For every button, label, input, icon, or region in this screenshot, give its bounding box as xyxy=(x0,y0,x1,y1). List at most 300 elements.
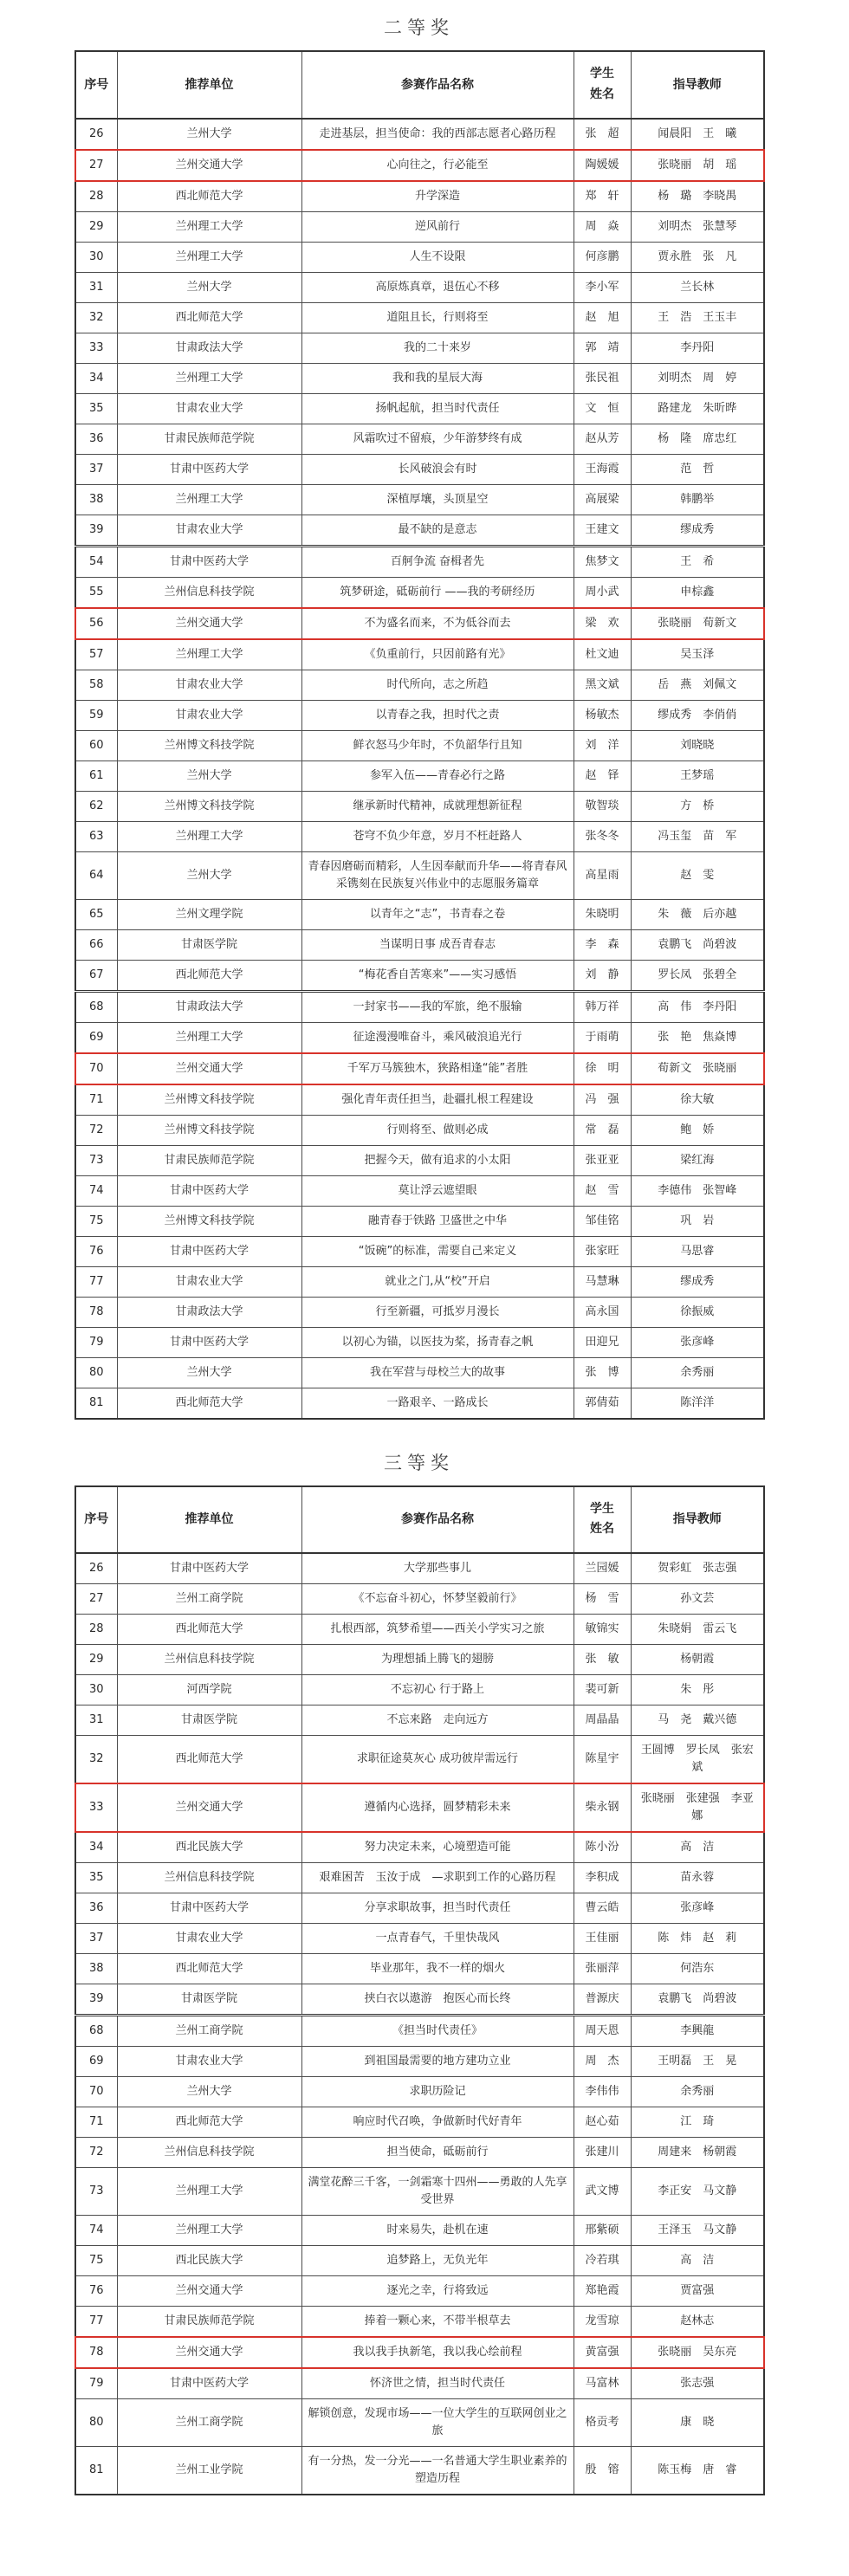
cell-teacher: 马 尧 戴兴德 xyxy=(631,1705,764,1736)
cell-student: 邢紫硕 xyxy=(574,2216,631,2246)
cell-unit: 兰州理工大学 xyxy=(117,211,301,242)
cell-unit: 兰州文理学院 xyxy=(117,899,301,929)
table-row xyxy=(75,2246,764,2276)
cell-student: 李伟伟 xyxy=(574,2077,631,2107)
table-row xyxy=(75,333,764,363)
cell-unit: 甘肃政法大学 xyxy=(117,333,301,363)
table-row xyxy=(75,454,764,484)
cell-teacher: 王梦瑶 xyxy=(631,761,764,791)
cell-unit: 兰州理工大学 xyxy=(117,242,301,272)
cell-unit: 甘肃中医药大学 xyxy=(117,1175,301,1206)
cell-student: 赵 雪 xyxy=(574,1175,631,1206)
cell-student: 曹云皓 xyxy=(574,1893,631,1924)
cell-no: 30 xyxy=(75,1675,117,1705)
cell-work: 把握今天，做有追求的小太阳 xyxy=(301,1145,574,1175)
cell-no: 72 xyxy=(75,2138,117,2168)
cell-work: 解锁创意，发现市场——一位大学生的互联网创业之旅 xyxy=(301,2399,574,2447)
table-row xyxy=(75,960,764,991)
cell-no: 68 xyxy=(75,2016,117,2047)
cell-student: 周 杰 xyxy=(574,2047,631,2077)
cell-student: 周小武 xyxy=(574,577,631,608)
cell-unit: 西北师范大学 xyxy=(117,181,301,212)
cell-no: 58 xyxy=(75,670,117,700)
cell-no: 73 xyxy=(75,2168,117,2216)
cell-unit: 甘肃中医药大学 xyxy=(117,546,301,577)
cell-student: 马富林 xyxy=(574,2368,631,2399)
cell-unit: 西北民族大学 xyxy=(117,1832,301,1863)
cell-work: 扬帆起航，担当时代责任 xyxy=(301,393,574,424)
cell-work: 响应时代召唤，争做新时代好青年 xyxy=(301,2107,574,2138)
cell-student: 殷 镕 xyxy=(574,2447,631,2495)
table-row xyxy=(75,821,764,851)
cell-work: 强化青年责任担当，赴疆扎根工程建设 xyxy=(301,1084,574,1116)
cell-student: 兰园媛 xyxy=(574,1553,631,1584)
cell-unit: 甘肃农业大学 xyxy=(117,1924,301,1954)
cell-unit: 甘肃中医药大学 xyxy=(117,1236,301,1266)
cell-unit: 甘肃农业大学 xyxy=(117,700,301,730)
cell-work: 千军万马簇独木，狭路相逢“能”者胜 xyxy=(301,1053,574,1084)
cell-student: 马慧琳 xyxy=(574,1266,631,1297)
table-row xyxy=(75,2107,764,2138)
cell-unit: 西北师范大学 xyxy=(117,960,301,991)
cell-unit: 西北师范大学 xyxy=(117,302,301,333)
cell-student: 高永国 xyxy=(574,1297,631,1327)
cell-work: 鲜衣怒马少年时，不负韶华行且知 xyxy=(301,730,574,761)
table-row xyxy=(75,730,764,761)
cell-student: 韩万祥 xyxy=(574,991,631,1022)
cell-student: 张家旺 xyxy=(574,1236,631,1266)
cell-work: 《不忘奋斗初心，怀梦坚毅前行》 xyxy=(301,1584,574,1615)
table-row xyxy=(75,302,764,333)
cell-teacher: 何浩东 xyxy=(631,1954,764,1984)
cell-student: 梁 欢 xyxy=(574,608,631,639)
cell-unit: 兰州博文科技学院 xyxy=(117,1084,301,1116)
cell-student: 陈小汾 xyxy=(574,1832,631,1863)
cell-work: 高原炼真章，退伍心不移 xyxy=(301,272,574,302)
cell-unit: 甘肃中医药大学 xyxy=(117,1327,301,1357)
cell-teacher: 张晓丽 荀新文 xyxy=(631,608,764,639)
cell-teacher: 赵 雯 xyxy=(631,851,764,899)
cell-unit: 兰州交通大学 xyxy=(117,150,301,181)
cell-no: 68 xyxy=(75,991,117,1022)
table-row xyxy=(75,242,764,272)
cell-no: 71 xyxy=(75,1084,117,1116)
cell-unit: 兰州交通大学 xyxy=(117,2337,301,2368)
cell-no: 30 xyxy=(75,242,117,272)
cell-student: 敏锦实 xyxy=(574,1615,631,1645)
cell-teacher: 缪成秀 xyxy=(631,1266,764,1297)
cell-unit: 兰州工商学院 xyxy=(117,1584,301,1615)
col-header-no: 序号 xyxy=(75,51,117,119)
cell-work: 征途漫漫唯奋斗，乘风破浪追光行 xyxy=(301,1022,574,1053)
cell-no: 65 xyxy=(75,899,117,929)
table-row xyxy=(75,700,764,730)
cell-student: 周天恩 xyxy=(574,2016,631,2047)
cell-teacher: 杨 璐 李晓禺 xyxy=(631,181,764,212)
cell-teacher: 张彦峰 xyxy=(631,1327,764,1357)
header-row xyxy=(75,1486,764,1554)
cell-no: 34 xyxy=(75,1832,117,1863)
cell-teacher: 闻晨阳 王 曦 xyxy=(631,119,764,150)
cell-student: 张亚亚 xyxy=(574,1145,631,1175)
cell-unit: 兰州博文科技学院 xyxy=(117,1115,301,1145)
cell-teacher: 荀新文 张晓丽 xyxy=(631,1053,764,1084)
cell-work: 不忘初心 行于路上 xyxy=(301,1675,574,1705)
cell-work: 遵循内心选择，圆梦精彩未来 xyxy=(301,1783,574,1832)
cell-work: 分享求职故事，担当时代责任 xyxy=(301,1893,574,1924)
header-row xyxy=(75,51,764,119)
cell-work: 风霜吹过不留痕，少年游梦终有成 xyxy=(301,424,574,454)
cell-teacher: 杨朝霞 xyxy=(631,1645,764,1675)
col-header-unit: 推荐单位 xyxy=(117,51,301,119)
table-row xyxy=(75,119,764,150)
cell-work: 以青春之我，担时代之责 xyxy=(301,700,574,730)
cell-work: 就业之门,从“校”开启 xyxy=(301,1266,574,1297)
cell-student: 王佳丽 xyxy=(574,1924,631,1954)
cell-work: 我的二十来岁 xyxy=(301,333,574,363)
cell-teacher: 朱 彤 xyxy=(631,1675,764,1705)
award-table xyxy=(75,1485,765,2496)
cell-unit: 兰州博文科技学院 xyxy=(117,730,301,761)
cell-no: 32 xyxy=(75,302,117,333)
table-row xyxy=(75,1984,764,2016)
table-row-highlighted xyxy=(75,608,764,639)
cell-unit: 甘肃医学院 xyxy=(117,929,301,960)
cell-teacher: 张晓丽 胡 瑶 xyxy=(631,150,764,181)
cell-teacher: 杨 隆 席忠红 xyxy=(631,424,764,454)
table-row xyxy=(75,1115,764,1145)
cell-no: 66 xyxy=(75,929,117,960)
table-row xyxy=(75,1832,764,1863)
cell-student: 张冬冬 xyxy=(574,821,631,851)
cell-no: 31 xyxy=(75,1705,117,1736)
table-row xyxy=(75,851,764,899)
cell-teacher: 苗永蓉 xyxy=(631,1863,764,1893)
cell-no: 81 xyxy=(75,2447,117,2495)
cell-teacher: 刘晓晓 xyxy=(631,730,764,761)
table-row xyxy=(75,2047,764,2077)
cell-teacher: 缪成秀 李俏俏 xyxy=(631,700,764,730)
cell-teacher: 刘明杰 周 婷 xyxy=(631,363,764,393)
award-section xyxy=(75,14,763,1420)
cell-teacher: 路建龙 朱昕晔 xyxy=(631,393,764,424)
cell-work: 最不缺的是意志 xyxy=(301,515,574,546)
cell-student: 张建川 xyxy=(574,2138,631,2168)
section-title: 三等奖 xyxy=(384,1452,454,1473)
cell-unit: 兰州工商学院 xyxy=(117,2399,301,2447)
cell-no: 76 xyxy=(75,2276,117,2307)
cell-unit: 兰州信息科技学院 xyxy=(117,577,301,608)
cell-unit: 西北师范大学 xyxy=(117,1388,301,1419)
cell-student: 郭 靖 xyxy=(574,333,631,363)
cell-student: 黑文斌 xyxy=(574,670,631,700)
cell-unit: 兰州工业学院 xyxy=(117,2447,301,2495)
cell-work: 逐光之幸，行将致远 xyxy=(301,2276,574,2307)
cell-unit: 甘肃农业大学 xyxy=(117,2047,301,2077)
cell-no: 28 xyxy=(75,1615,117,1645)
cell-unit: 兰州交通大学 xyxy=(117,1783,301,1832)
cell-teacher: 刘明杰 张慧琴 xyxy=(631,211,764,242)
cell-work: 我以我手执新笔，我以我心绘前程 xyxy=(301,2337,574,2368)
cell-work: 行至新疆，可抵岁月漫长 xyxy=(301,1297,574,1327)
cell-work: 不忘来路 走向远方 xyxy=(301,1705,574,1736)
cell-work: “梅花香自苦寒来”——实习感悟 xyxy=(301,960,574,991)
cell-unit: 甘肃农业大学 xyxy=(117,393,301,424)
cell-student: 柴永钢 xyxy=(574,1783,631,1832)
cell-unit: 西北师范大学 xyxy=(117,1736,301,1784)
cell-student: 杜文迪 xyxy=(574,639,631,670)
cell-work: 求职征途莫灰心 成功彼岸需远行 xyxy=(301,1736,574,1784)
table-row xyxy=(75,1954,764,1984)
cell-unit: 兰州大学 xyxy=(117,2077,301,2107)
cell-teacher: 张晓丽 张建强 李亚娜 xyxy=(631,1783,764,1832)
cell-unit: 西北民族大学 xyxy=(117,2246,301,2276)
cell-teacher: 梁红海 xyxy=(631,1145,764,1175)
cell-no: 27 xyxy=(75,150,117,181)
cell-work: 青春因磨砺而精彩，人生因奉献而升华——将青春风采镌刻在民族复兴伟业中的志愿服务篇章 xyxy=(301,851,574,899)
cell-teacher: 兰长林 xyxy=(631,272,764,302)
table-row xyxy=(75,1297,764,1327)
cell-teacher: 李德伟 张智峰 xyxy=(631,1175,764,1206)
cell-work: 苍穹不负少年意，岁月不枉赶路人 xyxy=(301,821,574,851)
cell-no: 63 xyxy=(75,821,117,851)
cell-no: 79 xyxy=(75,2368,117,2399)
cell-student: 周 焱 xyxy=(574,211,631,242)
cell-unit: 兰州理工大学 xyxy=(117,2216,301,2246)
cell-no: 37 xyxy=(75,454,117,484)
cell-work: 继承新时代精神，成就理想新征程 xyxy=(301,791,574,821)
table-row xyxy=(75,991,764,1022)
cell-student: 张 博 xyxy=(574,1357,631,1388)
cell-work: 行则将至、做则必成 xyxy=(301,1115,574,1145)
cell-unit: 甘肃中医药大学 xyxy=(117,454,301,484)
cell-teacher: 贾永胜 张 凡 xyxy=(631,242,764,272)
table-row xyxy=(75,211,764,242)
cell-no: 39 xyxy=(75,515,117,546)
table-row xyxy=(75,1266,764,1297)
cell-no: 80 xyxy=(75,2399,117,2447)
cell-work: 长风破浪会有时 xyxy=(301,454,574,484)
table-row xyxy=(75,1893,764,1924)
cell-student: 郑 轩 xyxy=(574,181,631,212)
cell-unit: 兰州工商学院 xyxy=(117,2016,301,2047)
cell-no: 33 xyxy=(75,1783,117,1832)
table-row xyxy=(75,2399,764,2447)
cell-unit: 甘肃政法大学 xyxy=(117,991,301,1022)
cell-no: 57 xyxy=(75,639,117,670)
cell-work: “饭碗”的标准，需要自己来定义 xyxy=(301,1236,574,1266)
cell-unit: 甘肃政法大学 xyxy=(117,1297,301,1327)
table-row xyxy=(75,181,764,212)
cell-no: 36 xyxy=(75,1893,117,1924)
cell-student: 武文博 xyxy=(574,2168,631,2216)
cell-student: 郑艳霞 xyxy=(574,2276,631,2307)
cell-work: 不为盛名而来，不为低谷而去 xyxy=(301,608,574,639)
table-row xyxy=(75,1327,764,1357)
table-row xyxy=(75,2138,764,2168)
table-row xyxy=(75,2368,764,2399)
cell-unit: 兰州交通大学 xyxy=(117,1053,301,1084)
cell-no: 76 xyxy=(75,1236,117,1266)
table-row xyxy=(75,1206,764,1236)
table-row xyxy=(75,1236,764,1266)
cell-no: 74 xyxy=(75,2216,117,2246)
cell-teacher: 韩鹏举 xyxy=(631,484,764,515)
cell-teacher: 巩 岩 xyxy=(631,1206,764,1236)
cell-work: 担当使命，砥砺前行 xyxy=(301,2138,574,2168)
cell-teacher: 岳 燕 刘佩文 xyxy=(631,670,764,700)
cell-student: 刘 静 xyxy=(574,960,631,991)
cell-teacher: 陈玉梅 唐 睿 xyxy=(631,2447,764,2495)
cell-student: 张 敏 xyxy=(574,1645,631,1675)
cell-student: 陶媛媛 xyxy=(574,150,631,181)
cell-teacher: 赵林志 xyxy=(631,2307,764,2338)
cell-student: 郭倩茹 xyxy=(574,1388,631,1419)
cell-teacher: 王 希 xyxy=(631,546,764,577)
cell-work: 有一分热，发一分光——一名普通大学生职业素养的塑造历程 xyxy=(301,2447,574,2495)
cell-work: 怀济世之情，担当时代责任 xyxy=(301,2368,574,2399)
section-title: 二等奖 xyxy=(384,17,454,38)
cell-student: 高星雨 xyxy=(574,851,631,899)
cell-work: 一路艰辛、一路成长 xyxy=(301,1388,574,1419)
cell-unit: 兰州大学 xyxy=(117,851,301,899)
cell-no: 70 xyxy=(75,1053,117,1084)
cell-teacher: 余秀丽 xyxy=(631,2077,764,2107)
cell-teacher: 袁鹏飞 尚碧波 xyxy=(631,929,764,960)
cell-student: 焦梦文 xyxy=(574,546,631,577)
cell-teacher: 康 晓 xyxy=(631,2399,764,2447)
table-body xyxy=(75,119,764,1419)
table-row xyxy=(75,1388,764,1419)
cell-work: 艰难困苦 玉汝于成 —求职到工作的心路历程 xyxy=(301,1863,574,1893)
cell-unit: 兰州理工大学 xyxy=(117,639,301,670)
col-header-student: 学生姓名 xyxy=(589,67,614,101)
cell-work: 以青年之“志”，书青春之卷 xyxy=(301,899,574,929)
cell-student: 格贡考 xyxy=(574,2399,631,2447)
cell-student: 邹佳铭 xyxy=(574,1206,631,1236)
cell-work: 扎根西部，筑梦希望——西关小学实习之旅 xyxy=(301,1615,574,1645)
cell-no: 32 xyxy=(75,1736,117,1784)
cell-unit: 甘肃民族师范学院 xyxy=(117,1145,301,1175)
cell-work: 努力决定未来，心境塑造可能 xyxy=(301,1832,574,1863)
cell-unit: 兰州交通大学 xyxy=(117,2276,301,2307)
cell-unit: 甘肃中医药大学 xyxy=(117,2368,301,2399)
cell-student: 冯 强 xyxy=(574,1084,631,1116)
cell-student: 张丽萍 xyxy=(574,1954,631,1984)
cell-student: 杨 雪 xyxy=(574,1584,631,1615)
cell-no: 35 xyxy=(75,1863,117,1893)
cell-teacher: 张志强 xyxy=(631,2368,764,2399)
cell-work: 为理想插上腾飞的翅膀 xyxy=(301,1645,574,1675)
cell-no: 59 xyxy=(75,700,117,730)
cell-teacher: 马思睿 xyxy=(631,1236,764,1266)
col-header-teacher: 指导教师 xyxy=(631,51,764,119)
cell-no: 75 xyxy=(75,2246,117,2276)
cell-student: 于雨萌 xyxy=(574,1022,631,1053)
cell-no: 34 xyxy=(75,363,117,393)
col-header-work: 参赛作品名称 xyxy=(301,51,574,119)
cell-teacher: 朱 薇 后亦越 xyxy=(631,899,764,929)
cell-student: 敬智琰 xyxy=(574,791,631,821)
col-header-no: 序号 xyxy=(75,1486,117,1554)
table-row xyxy=(75,515,764,546)
cell-unit: 兰州大学 xyxy=(117,761,301,791)
cell-teacher: 高 伟 李丹阳 xyxy=(631,991,764,1022)
cell-no: 60 xyxy=(75,730,117,761)
cell-no: 64 xyxy=(75,851,117,899)
cell-no: 26 xyxy=(75,1553,117,1584)
cell-teacher: 徐振威 xyxy=(631,1297,764,1327)
cell-unit: 甘肃农业大学 xyxy=(117,670,301,700)
cell-unit: 西北师范大学 xyxy=(117,1954,301,1984)
cell-student: 张民祖 xyxy=(574,363,631,393)
cell-no: 62 xyxy=(75,791,117,821)
cell-no: 31 xyxy=(75,272,117,302)
cell-unit: 兰州交通大学 xyxy=(117,608,301,639)
table-row xyxy=(75,363,764,393)
cell-work: 深植厚壤，头顶星空 xyxy=(301,484,574,515)
cell-student: 黄富强 xyxy=(574,2337,631,2368)
cell-no: 73 xyxy=(75,1145,117,1175)
cell-no: 81 xyxy=(75,1388,117,1419)
cell-student: 张 超 xyxy=(574,119,631,150)
cell-work: 毕业那年，我不一样的烟火 xyxy=(301,1954,574,1984)
cell-teacher: 冯玉玺 苗 军 xyxy=(631,821,764,851)
cell-teacher: 申棕鑫 xyxy=(631,577,764,608)
cell-no: 80 xyxy=(75,1357,117,1388)
cell-no: 27 xyxy=(75,1584,117,1615)
cell-student: 赵 旭 xyxy=(574,302,631,333)
cell-student: 常 磊 xyxy=(574,1115,631,1145)
cell-student: 朱晓明 xyxy=(574,899,631,929)
cell-no: 71 xyxy=(75,2107,117,2138)
cell-student: 王海霞 xyxy=(574,454,631,484)
cell-work: 我和我的星辰大海 xyxy=(301,363,574,393)
cell-teacher: 王圆博 罗长凤 张宏斌 xyxy=(631,1736,764,1784)
cell-student: 普源庆 xyxy=(574,1984,631,2016)
cell-no: 28 xyxy=(75,181,117,212)
table-row xyxy=(75,1175,764,1206)
cell-teacher: 余秀丽 xyxy=(631,1357,764,1388)
cell-no: 37 xyxy=(75,1924,117,1954)
cell-unit: 兰州信息科技学院 xyxy=(117,2138,301,2168)
cell-student: 李积成 xyxy=(574,1863,631,1893)
col-header-work: 参赛作品名称 xyxy=(301,1486,574,1554)
cell-unit: 西北师范大学 xyxy=(117,1615,301,1645)
cell-work: 追梦路上，无负光年 xyxy=(301,2246,574,2276)
table-row xyxy=(75,1736,764,1784)
table-row xyxy=(75,2276,764,2307)
cell-teacher: 周建来 杨朝霞 xyxy=(631,2138,764,2168)
cell-work: 满堂花醉三千客，一剑霜寒十四州——勇敢的人先享受世界 xyxy=(301,2168,574,2216)
cell-no: 55 xyxy=(75,577,117,608)
cell-teacher: 范 哲 xyxy=(631,454,764,484)
cell-no: 38 xyxy=(75,484,117,515)
cell-work: 参军入伍——青春必行之路 xyxy=(301,761,574,791)
table-body xyxy=(75,1553,764,2495)
cell-teacher: 江 琦 xyxy=(631,2107,764,2138)
cell-no: 36 xyxy=(75,424,117,454)
cell-teacher: 张 艳 焦焱博 xyxy=(631,1022,764,1053)
cell-student: 陈星宇 xyxy=(574,1736,631,1784)
table-row xyxy=(75,791,764,821)
cell-no: 72 xyxy=(75,1115,117,1145)
cell-student: 李小军 xyxy=(574,272,631,302)
cell-teacher: 张晓丽 吴东亮 xyxy=(631,2337,764,2368)
cell-no: 74 xyxy=(75,1175,117,1206)
cell-teacher: 高 洁 xyxy=(631,2246,764,2276)
cell-work: 时代所向，志之所趋 xyxy=(301,670,574,700)
